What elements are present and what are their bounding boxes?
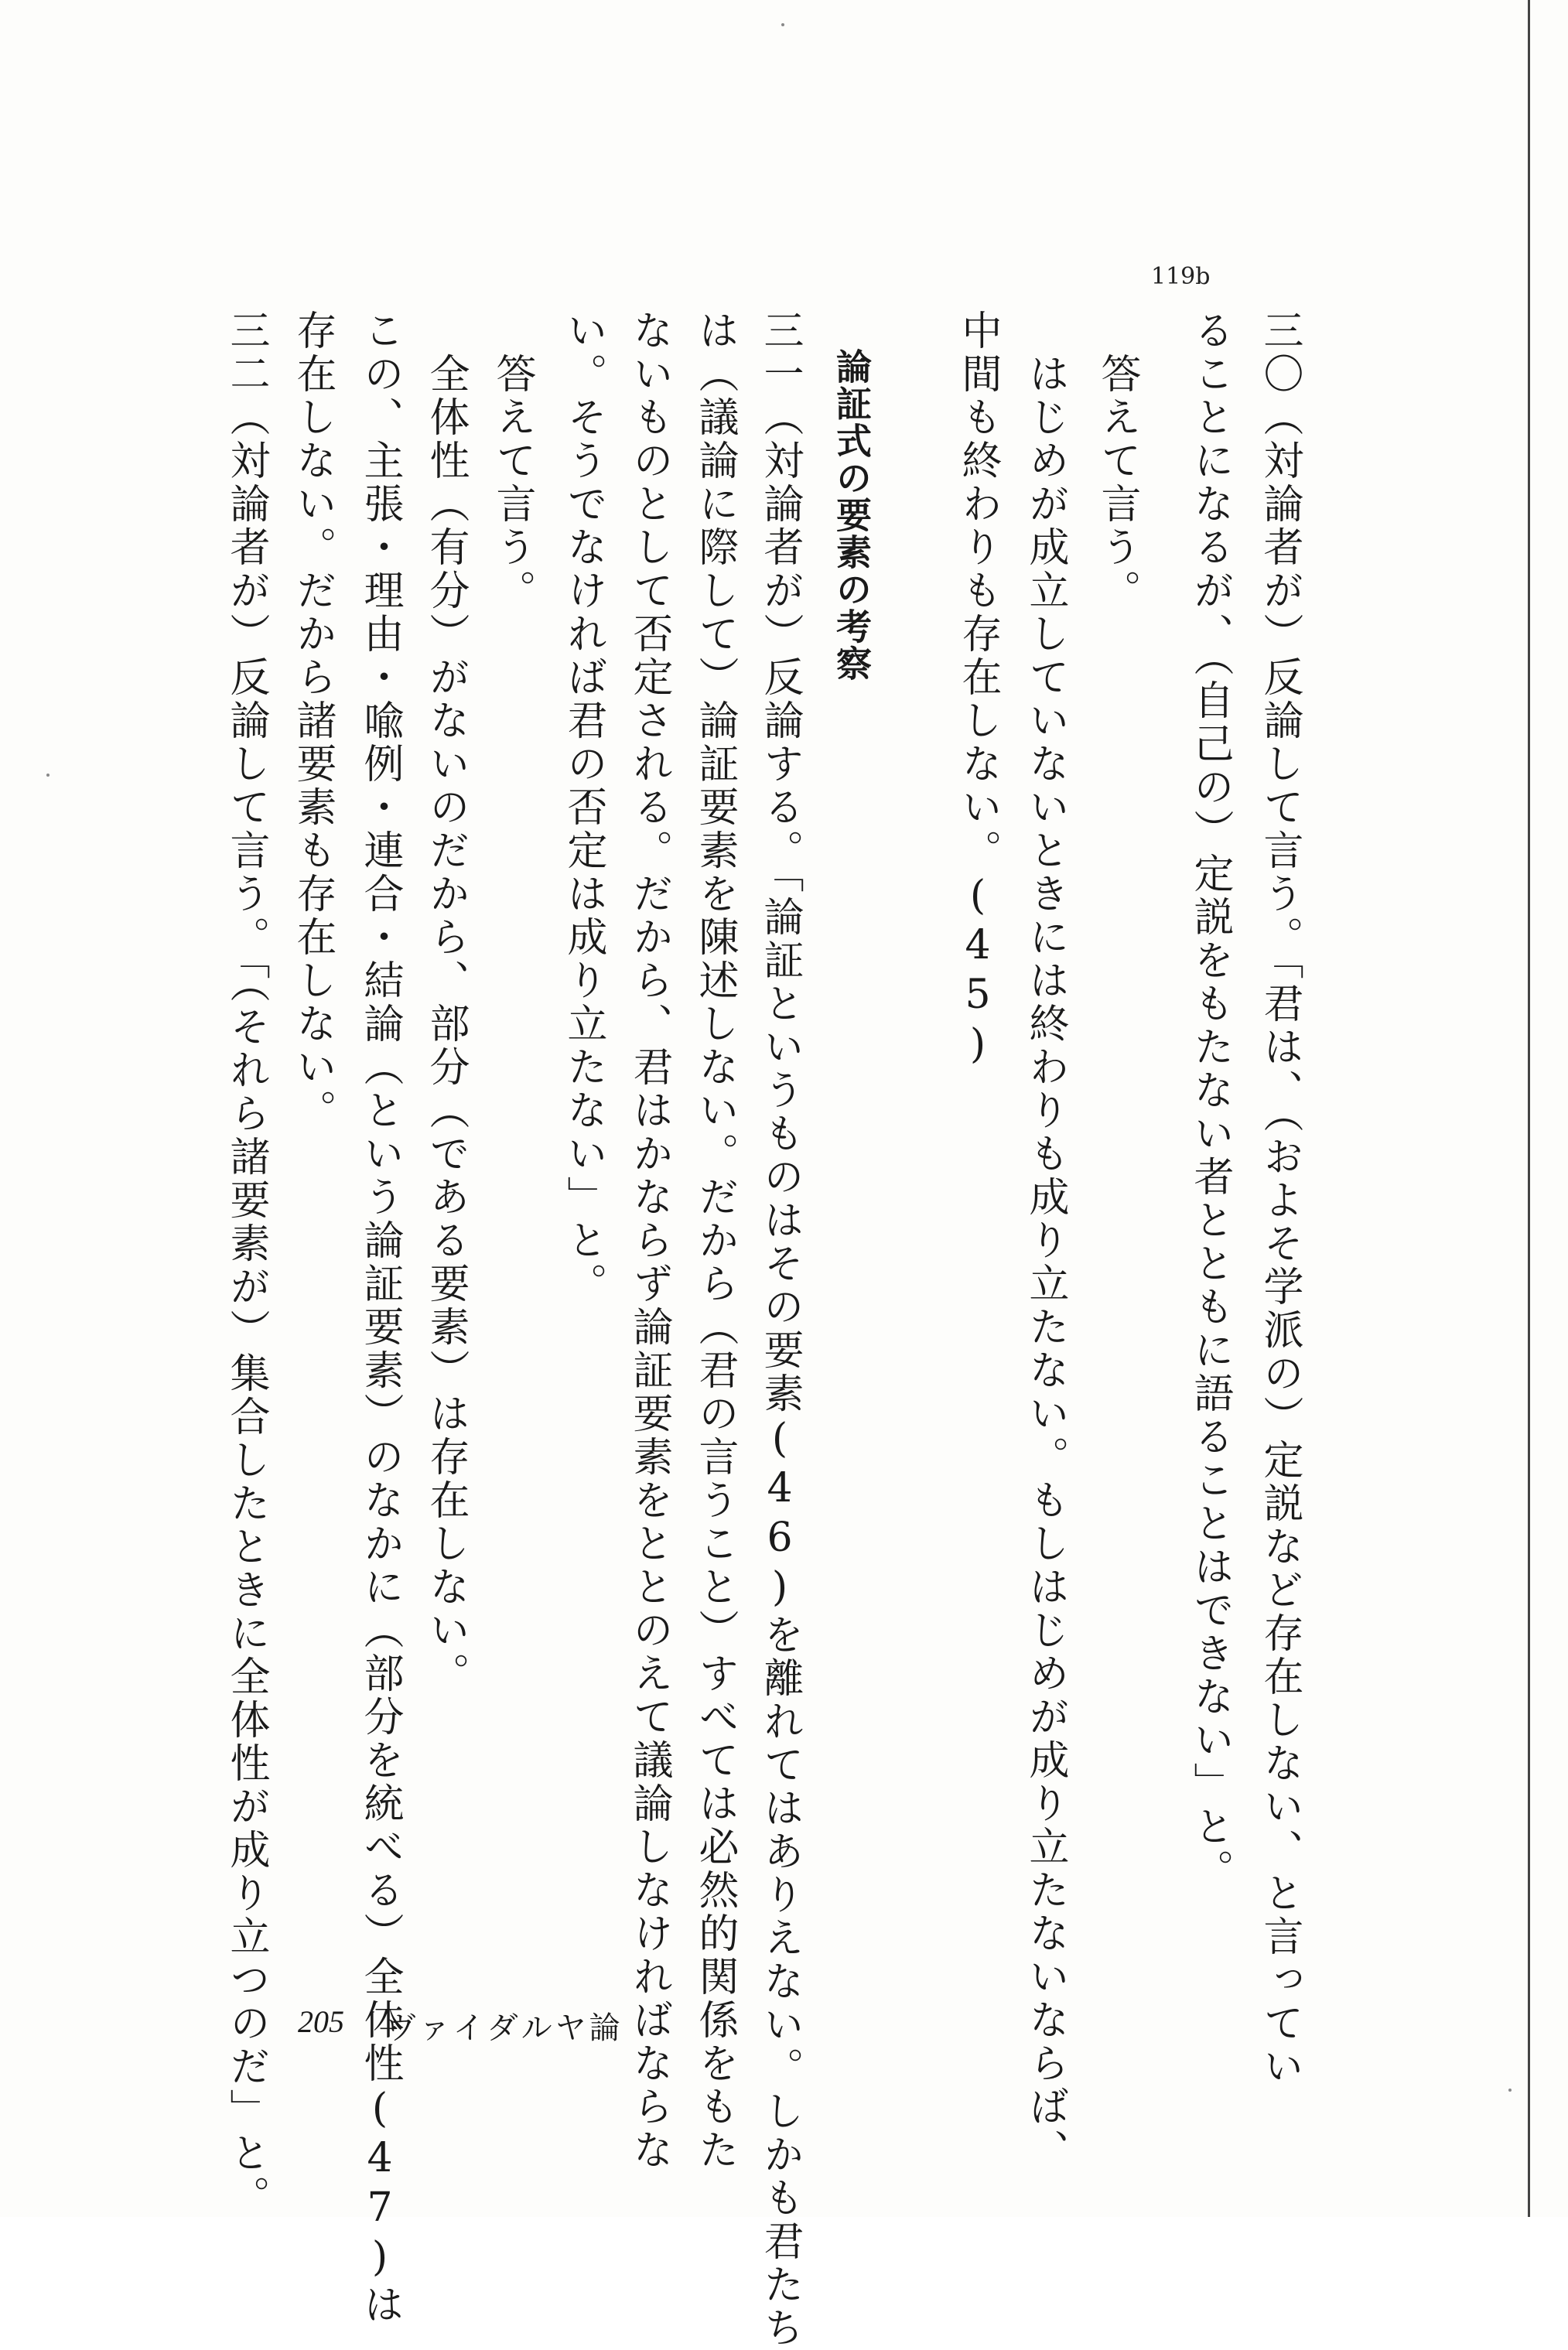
text-column-15: 三二（対論者が）反論して言う。「（それら諸要素が）集合したときに全体性が成り立つのだ」と。 — [223, 309, 269, 2218]
text-column-7: 三一（対論者が）反論する。「論証というものはその要素(46)を離れてはありえない。しかも君たち — [757, 309, 803, 2350]
page-number: 205 — [298, 2004, 344, 2039]
section-marker: 119b — [1151, 263, 1211, 290]
section-heading: 論証式の要素の考察 — [831, 348, 873, 682]
scan-speck — [46, 774, 50, 777]
text-column-12: 全体性（有分）がないのだから、部分（である要素）は存在しない。 — [422, 309, 469, 1696]
text-column-2: ることになるが、（自己の）定説をもたない者とともに語ることはできない」と。 — [1187, 309, 1233, 1892]
text-column-8: は（議論に際して）論証要素を陳述しない。だから（君の言うこと）すべては必然的関係をもた — [692, 309, 738, 2172]
binding-edge-rule — [1528, 0, 1530, 2217]
text-column-13: この、主張・理由・喩例・連合・結論（という論証要素）のなかに（部分を統べる）全体性(47)は — [357, 309, 403, 2327]
running-title: ヴァイダルヤ論 — [385, 2010, 623, 2046]
text-column-9: ないものとして否定される。だから、君はかならず論証要素をととのえて議論しなければならな — [626, 309, 672, 2172]
text-column-10: い。そうでなければ君の否定は成り立たない」と。 — [560, 309, 606, 1306]
text-column-14: 存在しない。だから諸要素も存在しない。 — [289, 309, 336, 1132]
scan-speck — [1508, 2089, 1512, 2092]
text-column-11: 答えて言う。 — [489, 309, 535, 613]
text-column-3: 答えて言う。 — [1094, 309, 1140, 613]
scan-speck — [781, 23, 784, 26]
text-column-5: 中間も終わりも存在しない。(45) — [955, 309, 1001, 1071]
text-column-4: はじめが成立していないときには終わりも成り立たない。もしはじめが成り立たないならば、 — [1022, 309, 1068, 2172]
text-column-1: 三〇（対論者が）反論して言う。「君は、（およそ学派の）定説など存在しない、と言ってい — [1256, 309, 1303, 2089]
